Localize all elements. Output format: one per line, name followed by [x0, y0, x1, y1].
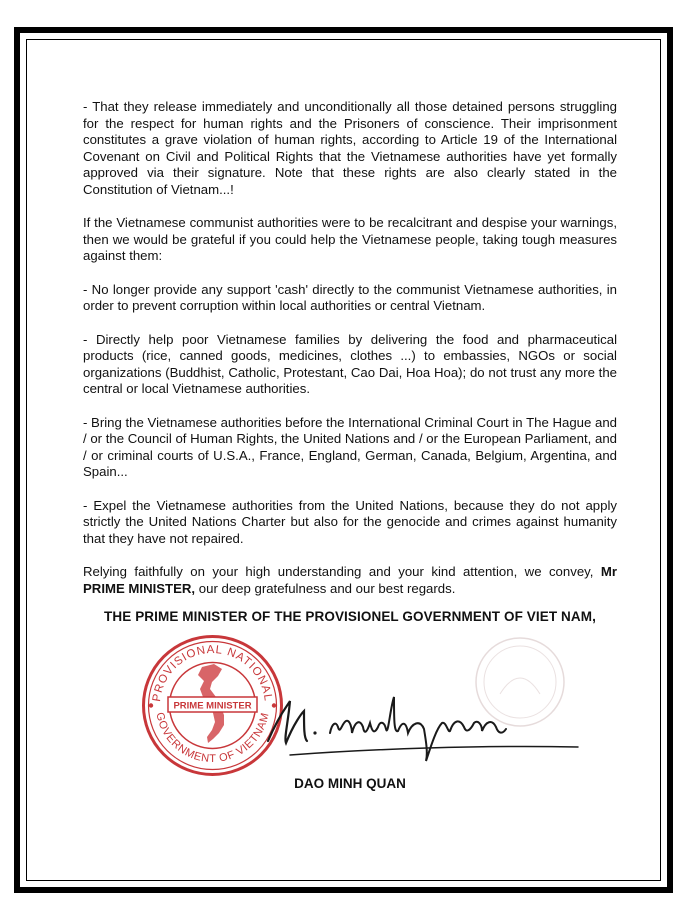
closing-text-end: our deep gratefulness and our best regards. — [195, 580, 456, 596]
closing-text-start: Relying faithfully on your high understanding and your kind attention, we convey, — [83, 564, 601, 579]
paragraph-release-detainees: - That they release immediately and unconditionally all those detained persons struggling for the respect for human rights and the Prisoners of conscience. Their imprisonment constitutes a grave violation of human rights, according to Article 19 of the International Covenant on Civil and Political Rights that the Vietnamese authorities have yet formally approved via their signature. Note that these rights are also clearly stated in the Constitution of Vietnam...! — [83, 99, 617, 197]
paragraph-expel-from-un: - Expel the Vietnamese authorities from the United Nations, because they do not apply strictly the United Nations Charter but also for the genocide and crimes against humanity that they have not repaired. — [83, 497, 617, 546]
paragraph-help-poor-families: - Directly help poor Vietnamese families by delivering the food and pharmaceutical products (rice, canned goods, medicines, clothes ...) to embassies, NGOs or social organizations (Buddhist, Catholic, Protestant, Cao Dai, Hoa Hoa); do not trust any more the central or local Vietnamese authorities. — [83, 331, 617, 396]
seal-bottom-text: GOVERNMENT OF VIETNAM — [153, 711, 272, 766]
signer-name: DAO MINH QUAN — [294, 776, 406, 791]
letter-body — [83, 99, 617, 614]
signatory-title: THE PRIME MINISTER OF THE PROVISIONEL GOVERNMENT OF VIET NAM, — [104, 609, 596, 624]
seal-center-label: PRIME MINISTER — [173, 700, 252, 712]
seal-top-text: PROVISIONAL NATIONAL — [151, 643, 274, 703]
paragraph-international-court: - Bring the Vietnamese authorities before the International Criminal Court in The Hague and / or the Council of Human Rights, the United Nations and / or the European Parliament, and / or criminal courts of U.S.A., France, England, German, Canada, Belgium, Argentina, and Spain... — [83, 414, 617, 479]
handwritten-signature — [260, 683, 590, 763]
closing-addressee: Mr PRIME MINISTER, — [83, 564, 617, 596]
closing-paragraph — [83, 564, 617, 597]
paragraph-tough-measures-intro: If the Vietnamese communist authorities were to be recalcitrant and despise your warnings, then we would be grateful if you could help the Vietnamese people, taking tough measures against them: — [83, 215, 617, 263]
paragraph-no-cash-support: - No longer provide any support 'cash' directly to the communist Vietnamese authorities, in order to prevent corruption within local authorities or central Vietnam. — [83, 281, 617, 313]
